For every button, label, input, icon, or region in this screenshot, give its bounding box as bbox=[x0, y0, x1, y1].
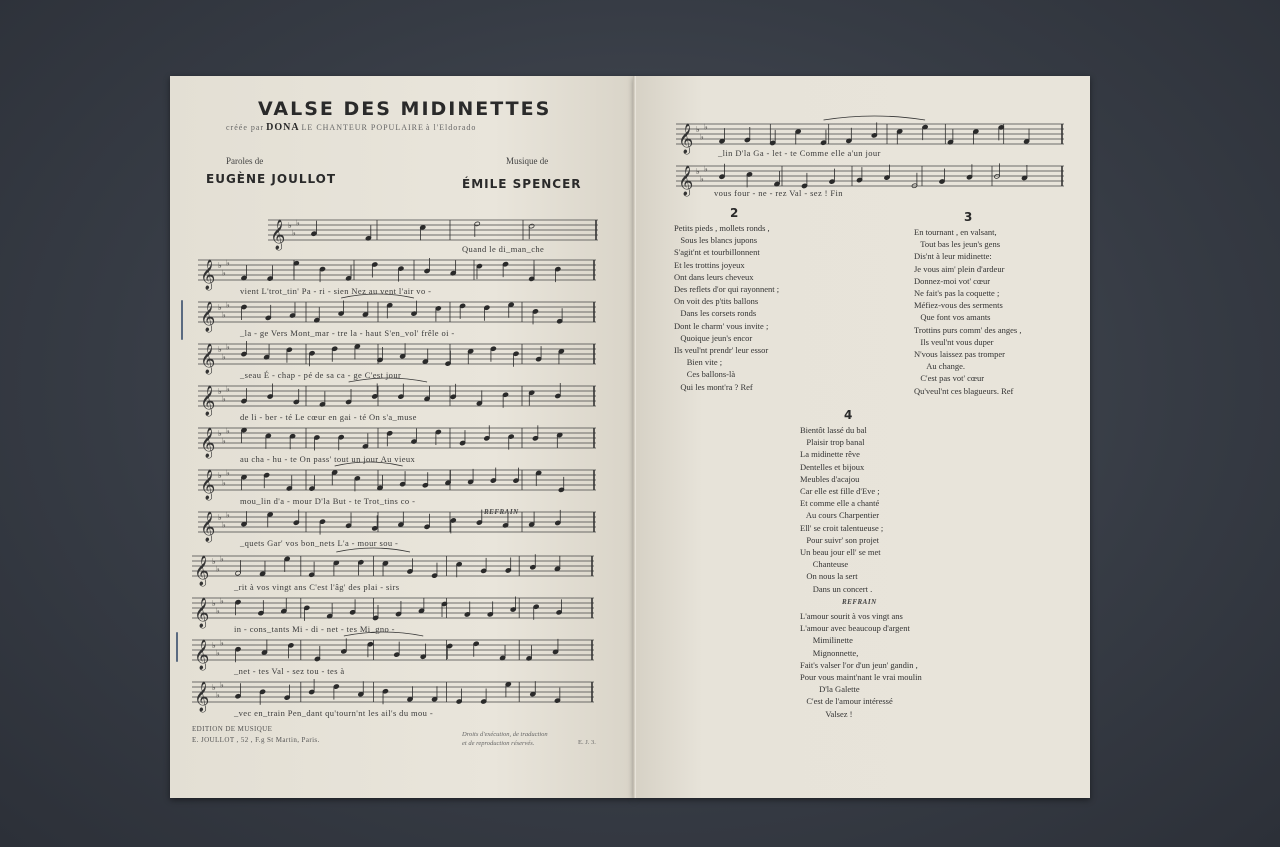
lyric-line: mou_lin d'a - mour D'la But - te Trot_tins co - bbox=[240, 496, 416, 506]
treble-clef-icon: 𝄞 bbox=[200, 386, 216, 416]
flat-icon: ♭ bbox=[226, 510, 230, 520]
flat-icon: ♭ bbox=[226, 300, 230, 310]
verse-line: Dont le charm' vous invite ; bbox=[674, 320, 769, 331]
lyric-line: _vec en_train Pen_dant qu'tourn'nt les ail's du mou - bbox=[234, 708, 434, 718]
refrain-label: REFRAIN bbox=[484, 508, 519, 516]
treble-clef-icon: 𝄞 bbox=[200, 302, 216, 332]
verse-line: Ell' se croit talentueuse ; bbox=[800, 522, 884, 533]
treble-clef-icon: 𝄞 bbox=[678, 166, 694, 196]
verse-line: Dans un concert . bbox=[800, 583, 873, 594]
verse-line: Au change. bbox=[914, 361, 965, 372]
sheet-music-spread bbox=[170, 76, 1090, 798]
verse-line: Dentelles et bijoux bbox=[800, 461, 865, 472]
page-fold bbox=[633, 76, 636, 798]
treble-clef-icon: 𝄞 bbox=[200, 428, 216, 458]
treble-clef-icon: 𝄞 bbox=[200, 470, 216, 500]
slur bbox=[341, 294, 414, 298]
verse-text bbox=[674, 222, 779, 393]
refrain-line: Valsez ! bbox=[800, 708, 853, 719]
lyric-line: _seau É - chap - pé de sa ca - ge C'est jour bbox=[240, 370, 402, 380]
verse-line: Des reflets d'or qui rayonnent ; bbox=[674, 284, 780, 295]
refrain-line: Mignonnette, bbox=[800, 647, 859, 658]
flat-icon: ♭ bbox=[700, 174, 704, 184]
slur bbox=[349, 378, 427, 382]
flat-icon: ♭ bbox=[218, 429, 222, 438]
publisher-footer: EDITION DE MUSIQUE E. JOULLOT , 52 , F.g St Martin, Paris. bbox=[192, 725, 320, 744]
flat-icon: ♭ bbox=[216, 606, 220, 616]
treble-clef-icon: 𝄞 bbox=[200, 260, 216, 290]
edge-mark bbox=[176, 632, 178, 662]
verse-line: Ont dans leurs cheveux bbox=[674, 271, 754, 282]
left-page bbox=[170, 76, 634, 798]
flat-icon: ♭ bbox=[216, 690, 220, 700]
verse-line: En tournant , en valsant, bbox=[914, 227, 997, 237]
verse-line: Ne fait's pas la coquette ; bbox=[914, 288, 1000, 299]
verse-line: On voit des p'tits ballons bbox=[674, 296, 759, 307]
verse-line: Que font vos amants bbox=[914, 312, 991, 323]
refrain-label: REFRAIN bbox=[842, 598, 877, 606]
verse-line: Plaisir trop banal bbox=[800, 437, 865, 448]
flat-icon: ♭ bbox=[220, 554, 224, 564]
composer-name: ÉMILE SPENCER bbox=[462, 177, 582, 191]
refrain-line: D'la Galette bbox=[800, 684, 860, 695]
flat-icon: ♭ bbox=[212, 641, 216, 650]
verse-line: Trottins purs comm' des anges , bbox=[914, 324, 1022, 335]
treble-clef-icon: 𝄞 bbox=[200, 344, 216, 374]
flat-icon: ♭ bbox=[218, 471, 222, 480]
verse-line: La midinette rêve bbox=[800, 449, 860, 460]
lyric-line: Quand le di_man_che bbox=[462, 244, 545, 254]
verse-line: Méfiez-vous des serments bbox=[914, 300, 1003, 311]
verse-line: Et les trottins joyeux bbox=[674, 259, 745, 270]
flat-icon: ♭ bbox=[222, 520, 226, 530]
verse-line: Petits pieds , mollets ronds , bbox=[674, 223, 770, 233]
treble-clef-icon: 𝄞 bbox=[194, 556, 210, 586]
verse-line: Chanteuse bbox=[800, 559, 849, 570]
verse-line: Bientôt lassé du bal bbox=[800, 425, 867, 435]
flat-icon: ♭ bbox=[696, 125, 700, 134]
rights-footer: Droits d'exécution, de traduction et de reproduction réservés. bbox=[462, 731, 548, 747]
flat-icon: ♭ bbox=[218, 261, 222, 270]
verse-line: Dis'nt à leur midinette: bbox=[914, 251, 992, 262]
verse-line: Et comme elle a chanté bbox=[800, 498, 880, 509]
created-by-line: créée par DONA LE CHANTEUR POPULAIRE à l'Eldorado bbox=[226, 122, 477, 133]
verse-line: Bien vite ; bbox=[674, 357, 723, 368]
verse-line: Car elle est fille d'Eve ; bbox=[800, 486, 880, 497]
flat-icon: ♭ bbox=[700, 132, 704, 142]
flat-icon: ♭ bbox=[212, 599, 216, 608]
verse-line: Ces ballons-là bbox=[674, 369, 736, 380]
flat-icon: ♭ bbox=[226, 426, 230, 436]
lyric-line: vous four - ne - rez Val - sez ! Fin bbox=[714, 188, 843, 198]
flat-icon: ♭ bbox=[288, 221, 292, 230]
verse-line: Pour suivr' son projet bbox=[800, 534, 879, 545]
flat-icon: ♭ bbox=[292, 228, 296, 238]
verse-line: Un beau jour ell' se met bbox=[800, 547, 881, 558]
flat-icon: ♭ bbox=[226, 258, 230, 268]
treble-clef-icon: 𝄞 bbox=[194, 598, 210, 628]
flat-icon: ♭ bbox=[212, 683, 216, 692]
music-staff bbox=[268, 210, 598, 254]
treble-clef-icon: 𝄞 bbox=[200, 512, 216, 542]
slur bbox=[344, 632, 423, 636]
slur bbox=[824, 116, 926, 120]
verse-line: Au cours Charpentier bbox=[800, 510, 880, 521]
flat-icon: ♭ bbox=[704, 164, 708, 174]
verse-line: Je vous aim' plein d'ardeur bbox=[914, 263, 1005, 274]
lyric-line: _net - tes Val - sez tou - tes à bbox=[234, 666, 345, 676]
flat-icon: ♭ bbox=[218, 387, 222, 396]
refrain-text bbox=[800, 610, 922, 720]
flat-icon: ♭ bbox=[220, 596, 224, 606]
flat-icon: ♭ bbox=[218, 513, 222, 522]
flat-icon: ♭ bbox=[218, 345, 222, 354]
verse-line: Dans les corsets ronds bbox=[674, 308, 757, 319]
lyric-line: _la - ge Vers Mont_mar - tre la - haut S'en_vol' frêle oi - bbox=[240, 328, 455, 338]
lyric-line: _rit à vos vingt ans C'est l'âg' des plai - sirs bbox=[234, 582, 400, 592]
flat-icon: ♭ bbox=[222, 310, 226, 320]
flat-icon: ♭ bbox=[226, 384, 230, 394]
lyricist-name: EUGÈNE JOULLOT bbox=[206, 172, 337, 186]
treble-clef-icon: 𝄞 bbox=[194, 640, 210, 670]
refrain-line: L'amour avec beaucoup d'argent bbox=[800, 623, 910, 634]
flat-icon: ♭ bbox=[220, 638, 224, 648]
refrain-line: C'est de l'amour intéressé bbox=[800, 696, 893, 707]
refrain-line: L'amour sourit à vos vingt ans bbox=[800, 611, 903, 621]
flat-icon: ♭ bbox=[216, 564, 220, 574]
verse-number: 2 bbox=[730, 206, 739, 220]
flat-icon: ♭ bbox=[218, 303, 222, 312]
refrain-line: Fait's valser l'or d'un jeun' gandin , bbox=[800, 659, 918, 670]
edge-mark bbox=[181, 300, 183, 340]
lyric-line: in - cons_tants Mi - di - net - tes Mi_gno - bbox=[234, 624, 395, 634]
flat-icon: ♭ bbox=[696, 167, 700, 176]
verse-line: C'est pas vot' cœur bbox=[914, 373, 985, 384]
slur bbox=[336, 548, 410, 552]
lyric-line: de li - ber - té Le cœur en gai - té On s'a_muse bbox=[240, 412, 417, 422]
verse-number: 4 bbox=[844, 408, 853, 422]
refrain-line: Mimilinette bbox=[800, 635, 853, 646]
flat-icon: ♭ bbox=[226, 468, 230, 478]
verse-line: Qui les mont'ra ? Ref bbox=[674, 381, 753, 392]
verse-line: Qu'veul'nt ces blagueurs. Ref bbox=[914, 385, 1014, 396]
verse-line: Quoique jeun's encor bbox=[674, 332, 753, 343]
flat-icon: ♭ bbox=[222, 394, 226, 404]
song-title: VALSE DES MIDINETTES bbox=[258, 98, 552, 120]
verse-number: 3 bbox=[964, 210, 973, 224]
treble-clef-icon: 𝄞 bbox=[678, 124, 694, 154]
flat-icon: ♭ bbox=[226, 342, 230, 352]
composer-label: Musique de bbox=[506, 156, 549, 166]
right-page bbox=[634, 76, 1090, 798]
lyric-line: _quets Gar' vos bon_nets L'a - mour sou - bbox=[240, 538, 399, 548]
verse-text bbox=[914, 226, 1021, 397]
lyricist-label: Paroles de bbox=[226, 156, 264, 166]
flat-icon: ♭ bbox=[296, 218, 300, 228]
verse-text bbox=[800, 424, 883, 595]
verse-line: On nous la sert bbox=[800, 571, 858, 582]
plate-number: E. J. 3. bbox=[578, 739, 596, 746]
flat-icon: ♭ bbox=[222, 478, 226, 488]
lyric-line: au cha - hu - te On pass' tout un jour Au vieux bbox=[240, 454, 416, 464]
verse-line: Sous les blancs jupons bbox=[674, 235, 758, 246]
flat-icon: ♭ bbox=[222, 436, 226, 446]
verse-line: Tout bas les jeun's gens bbox=[914, 239, 1001, 250]
flat-icon: ♭ bbox=[222, 268, 226, 278]
flat-icon: ♭ bbox=[222, 352, 226, 362]
flat-icon: ♭ bbox=[220, 680, 224, 690]
treble-clef-icon: 𝄞 bbox=[194, 682, 210, 712]
slur bbox=[335, 462, 403, 466]
lyric-line: vient L'trot_tin' Pa - ri - sien Nez au vent l'air vo - bbox=[240, 286, 432, 296]
refrain-line: Pour vous maint'nant le vrai moulin bbox=[800, 672, 922, 683]
verse-line: Donnez-moi vot' cœur bbox=[914, 275, 991, 286]
verse-line: N'vous laissez pas tromper bbox=[914, 349, 1005, 360]
verse-line: Ils veul'nt prendr' leur essor bbox=[674, 345, 769, 356]
treble-clef-icon: 𝄞 bbox=[270, 220, 286, 250]
verse-line: Meubles d'acajou bbox=[800, 473, 860, 484]
flat-icon: ♭ bbox=[212, 557, 216, 566]
verse-line: S'agit'nt et tourbillonnent bbox=[674, 247, 760, 258]
flat-icon: ♭ bbox=[216, 648, 220, 658]
lyric-line: _lin D'la Ga - let - te Comme elle a'un jour bbox=[718, 148, 881, 158]
verse-line: Ils veul'nt vous duper bbox=[914, 336, 994, 347]
flat-icon: ♭ bbox=[704, 122, 708, 132]
